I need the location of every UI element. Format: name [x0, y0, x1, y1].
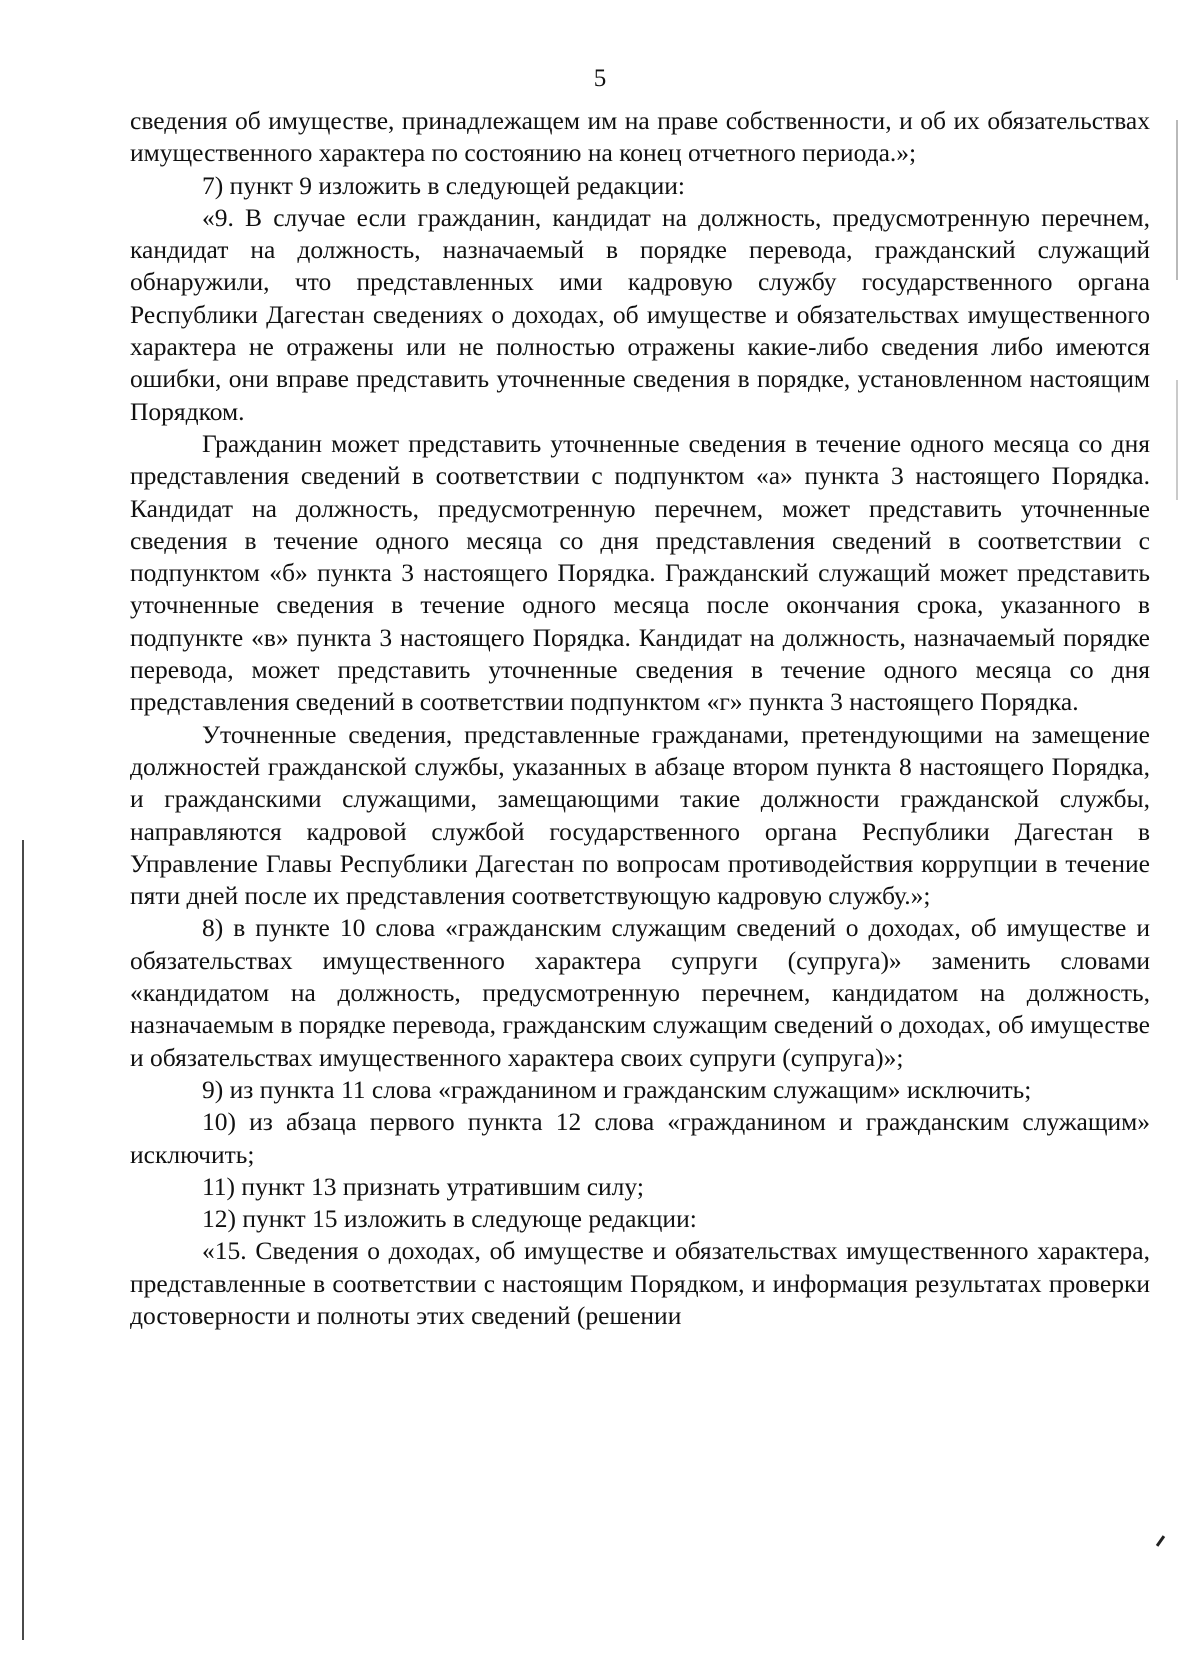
document-body: [130, 105, 1150, 1332]
scan-left-edge-line: [22, 840, 24, 1640]
paragraph-item-7: 7) пункт 9 изложить в следующей редакции:: [202, 170, 685, 200]
paragraph-continuation: сведения об имуществе, принадлежащем им на праве собственности, и об их обязательствах имущественного характера по состоянию на конец отчетного периода.»;: [130, 106, 1150, 168]
paragraph-item-9: 9) из пункта 11 слова «гражданином и гражданским служащим» исключить;: [202, 1074, 1032, 1104]
paragraph-item-10: 10) из абзаца первого пункта 12 слова «гражданином и гражданским служащим» исключить;: [130, 1107, 1150, 1169]
paragraph-item-11: 11) пункт 13 признать утратившим силу;: [202, 1171, 644, 1201]
scan-right-edge-line-lower: [1176, 380, 1178, 500]
page-number: 5: [593, 65, 607, 92]
paragraph-clarified-info-routing: Уточненные сведения, представленные гражданами, претендующими на замещение должностей гражданской службы, указанных в абзаце втором пункта 8 настоящего Порядка, и гражданскими служащими, замещающими такие должности гражданской службы, направляются кадровой службой государственного органа Республики Дагестан в Управление Главы Республики Дагестан по вопросам противодействия коррупции в течение пяти дней после их представления соответствующую кадровую службу.»;: [130, 719, 1150, 911]
paragraph-clause-9: «9. В случае если гражданин, кандидат на должность, предусмотренную перечнем, кандидат на должность, назначаемый в порядке перевода, гражданский служащий обнаружили, что представленных ими кадровую службу государственного органа Республики Дагестан сведениях о доходах, об имуществе и обязательствах имущественного характера не отражены или не полностью отражены какие-либо сведения либо имеются ошибки, они вправе представить уточненные сведения в порядке, установленном настоящим Порядком.: [130, 202, 1150, 426]
paragraph-item-8: 8) в пункте 10 слова «гражданским служащим сведений о доходах, об имуществе и обязательствах имущественного характера супруги (супруга)» заменить словами «кандидатом на должность, предусмотренную перечнем, кандидатом на должность, назначаемым в порядке перевода, гражданским служащим сведений о доходах, об имуществе и обязательствах имущественного характера своих супруги (супруга)»;: [130, 913, 1150, 1072]
scan-right-edge-line: [1176, 120, 1178, 280]
paragraph-citizen-clarification: Гражданин может представить уточненные сведения в течение одного месяца со дня представления сведений в соответствии с подпунктом «а» пункта 3 настоящего Порядка. Кандидат на должность, предусмотренную перечнем, может представить уточненные сведения в течение одного месяца со дня представления сведений в соответствии с подпунктом «б» пункта 3 настоящего Порядка. Гражданский служащий может представить уточненные сведения в течение одного месяца после окончания срока, указанного в подпункте «в» пункта 3 настоящего Порядка. Кандидат на должность, назначаемый порядке перевода, может представить уточненные сведения в течение одного месяца со дня представления сведений в соответствии подпунктом «г» пункта 3 настоящего Порядка.: [130, 428, 1150, 717]
scan-pen-mark: [1156, 1535, 1165, 1547]
paragraph-clause-15: «15. Сведения о доходах, об имуществе и обязательствах имущественного характера, представленные в соответствии с настоящим Порядком, и информация результатах проверки достоверности и полноты этих сведений (решении: [130, 1236, 1150, 1330]
paragraph-item-12: 12) пункт 15 изложить в следующе редакции:: [202, 1204, 697, 1234]
